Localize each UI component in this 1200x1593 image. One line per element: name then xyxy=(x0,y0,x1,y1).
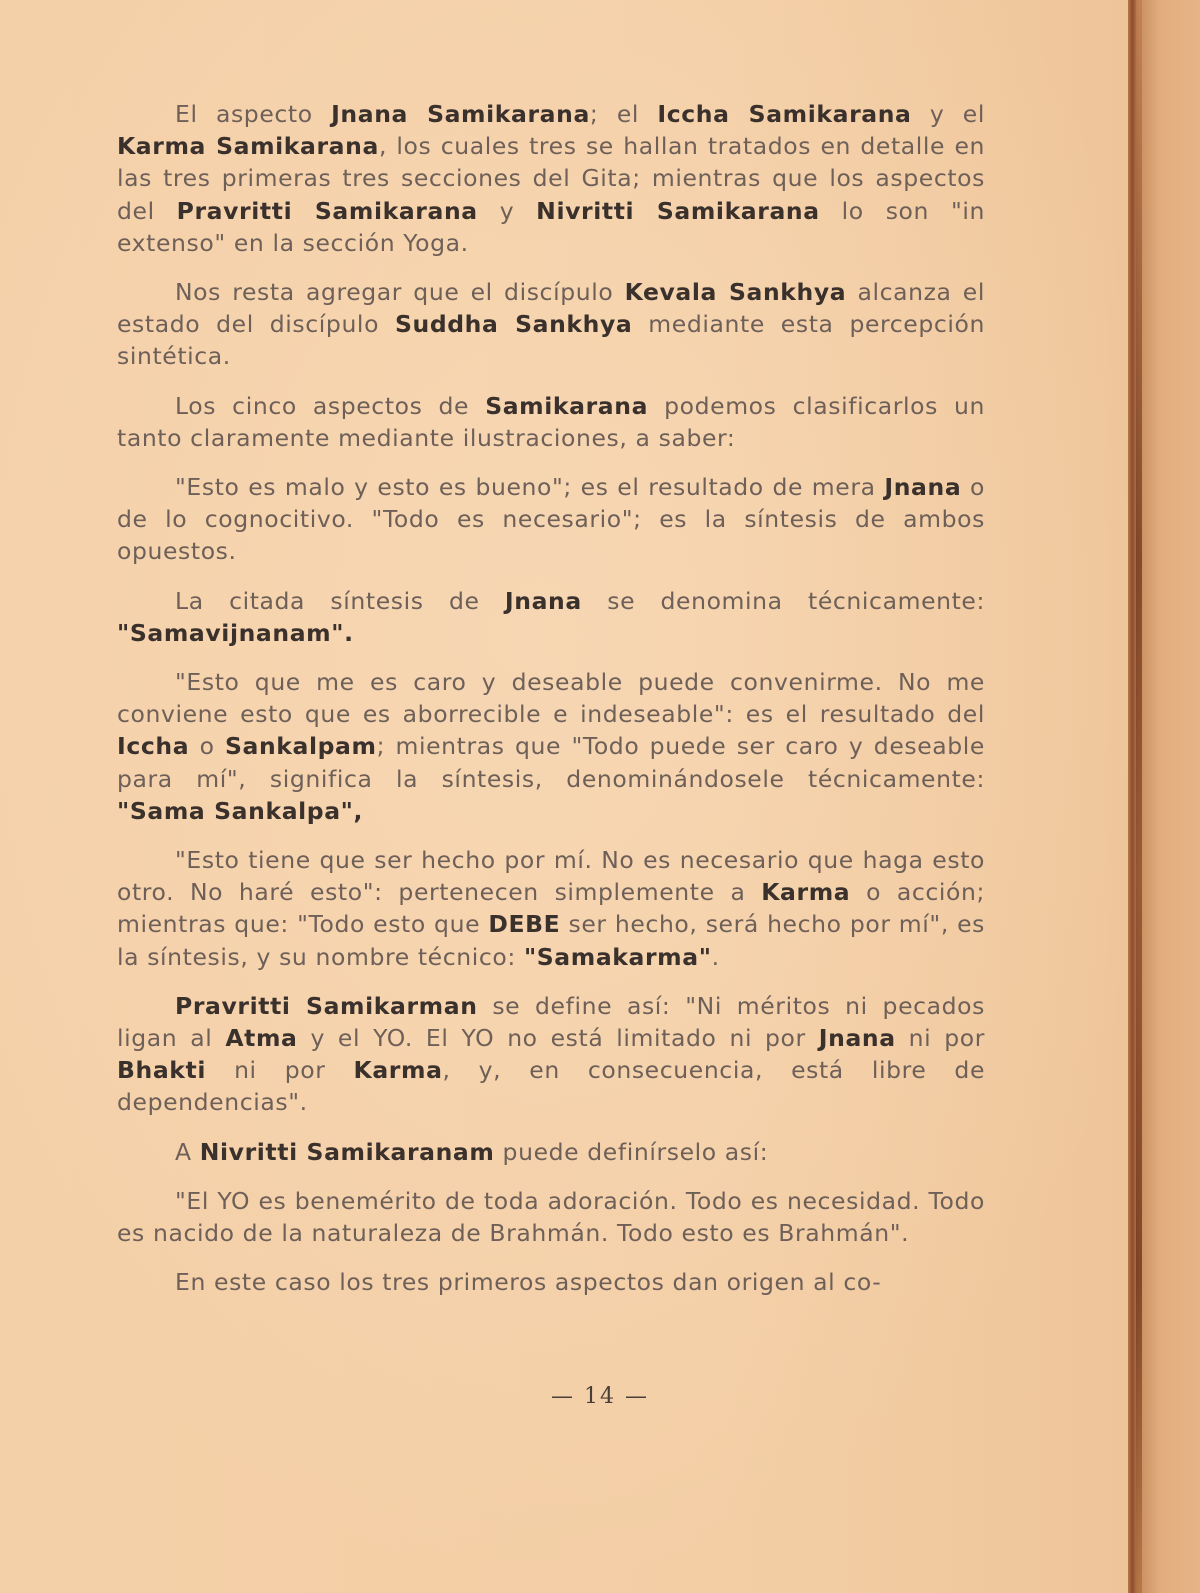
bold-term: Bhakti xyxy=(117,1056,207,1085)
page-number: — 14 — xyxy=(551,1384,649,1409)
text-run: ; el xyxy=(589,100,658,128)
text-run: La citada síntesis de xyxy=(175,586,505,615)
text-run: , y, en consecuencia, está libre de dependencias". xyxy=(117,1056,986,1117)
bold-term: Atma xyxy=(225,1024,298,1053)
text-run: mediante esta percepción sintética. xyxy=(117,310,985,371)
bold-term: Sankalpam xyxy=(224,732,377,761)
bold-term: Pravritti Samikarana xyxy=(176,196,478,225)
text-run: ser hecho, será hecho por mí", es la síntesis, y su nombre técnico: xyxy=(117,910,985,971)
text-run: Nos resta agregar que el discípulo xyxy=(175,278,625,307)
bold-term: Iccha Samikarana xyxy=(657,100,912,128)
bold-term: Karma xyxy=(353,1056,443,1085)
text-run: o acción; mientras que: "Todo esto que xyxy=(117,878,985,939)
bold-term: Karma xyxy=(761,878,851,907)
text-run: "Esto que me es caro y deseable puede convenirme. No me conviene esto que es aborrecible e indeseable": es el resultado del xyxy=(117,668,985,729)
page-binding-shadow xyxy=(1136,0,1142,1593)
text-run: Los cinco aspectos de xyxy=(175,391,486,420)
bold-term: Pravritti Samikarman xyxy=(175,991,478,1020)
bold-term: "Samavijnanam". xyxy=(117,618,354,647)
text-run: podemos clasificarlos un tanto claramente mediante ilustraciones, a saber: xyxy=(117,391,985,452)
paragraph xyxy=(117,1185,985,1249)
paragraph xyxy=(117,471,985,568)
text-run: A xyxy=(175,1137,200,1166)
bold-term: Nivritti Samikarana xyxy=(536,196,820,225)
text-run: "El YO es benemérito de toda adoración. Todo es necesidad. Todo es nacido de la naturaleza de Brahmán. Todo esto es Brahmán". xyxy=(117,1186,985,1248)
paragraph xyxy=(117,990,985,1119)
text-run: se define así: "Ni méritos ni pecados ligan al xyxy=(117,991,985,1053)
paragraph xyxy=(117,585,985,649)
paragraph xyxy=(117,98,985,259)
bold-term: Iccha xyxy=(117,732,190,761)
paragraph xyxy=(117,276,985,373)
bold-term: Kevala Sankhya xyxy=(624,278,847,307)
text-run: . xyxy=(711,942,720,971)
bold-term: "Sama Sankalpa", xyxy=(117,796,364,825)
paragraph xyxy=(117,844,985,973)
text-run: o de lo cognocitivo. "Todo es necesario"; es la síntesis de ambos opuestos. xyxy=(117,473,985,566)
text-run: El aspecto xyxy=(175,100,332,128)
text-run: En este caso los tres primeros aspectos dan origen al co- xyxy=(175,1268,882,1297)
text-run: y el YO. El YO no está limitado ni por xyxy=(297,1024,819,1053)
text-run: lo son "in extenso" en la sección Yoga. xyxy=(117,196,986,257)
text-run: y el xyxy=(911,100,985,128)
body-text xyxy=(117,98,985,1316)
text-run: "Esto es malo y esto es bueno"; es el resultado de mera xyxy=(175,473,885,502)
bold-term: Karma Samikarana xyxy=(117,132,379,161)
bold-term: Jnana xyxy=(884,473,962,502)
bold-term: Jnana Samikarana xyxy=(331,100,590,128)
paragraph xyxy=(117,1136,985,1168)
bold-term: Nivritti Samikaranam xyxy=(199,1137,495,1166)
bold-term: DEBE xyxy=(488,910,561,939)
paragraph xyxy=(117,666,985,827)
bold-term: Jnana xyxy=(504,586,582,615)
bold-term: Samikarana xyxy=(485,391,649,420)
text-run: puede definírselo así: xyxy=(494,1137,769,1166)
text-run: ; mientras que "Todo puede ser caro y deseable para mí", significa la síntesis, denominándosele técnicamente: xyxy=(117,732,985,793)
paragraph xyxy=(117,390,985,454)
text-run: "Esto tiene que ser hecho por mí. No es necesario que haga esto otro. No haré esto": pertenecen simplemente a xyxy=(117,846,985,907)
bold-term: "Samakarma" xyxy=(523,942,712,971)
text-run: ni por xyxy=(895,1024,985,1053)
text-run: se denomina técnicamente: xyxy=(581,586,986,615)
bold-term: Suddha Sankhya xyxy=(394,310,633,339)
text-run: , los cuales tres se hallan tratados en detalle en las tres primeras tres secciones del Gita; mientras que los aspectos del xyxy=(117,132,985,225)
text-run: y xyxy=(477,196,537,225)
bold-term: Jnana xyxy=(818,1024,896,1053)
text-run: ni por xyxy=(206,1056,354,1085)
text-run: alcanza el estado del discípulo xyxy=(117,278,985,339)
paragraph xyxy=(117,1266,985,1298)
text-run: o xyxy=(189,732,225,761)
